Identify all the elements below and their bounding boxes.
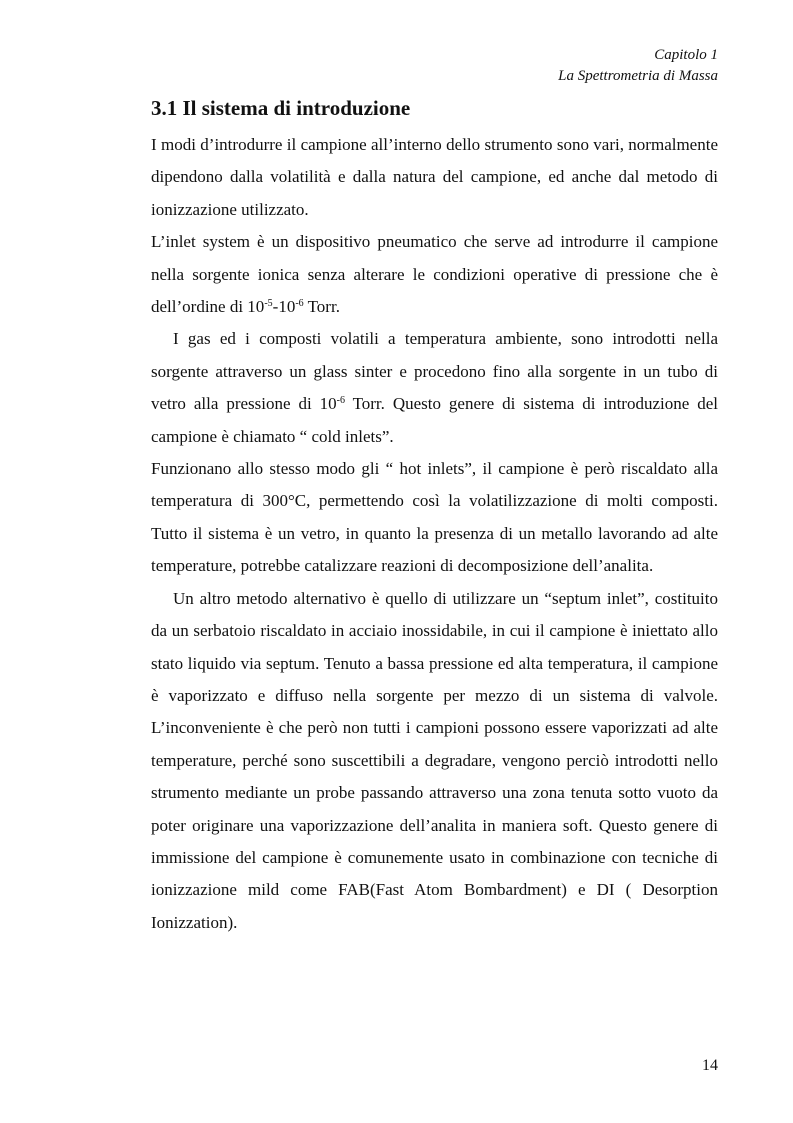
body-text: [151, 129, 718, 939]
paragraph-2-mid: -10: [272, 297, 296, 317]
header-chapter: Capitolo 1: [654, 47, 718, 63]
paragraph-1: I modi d’introdurre il campione all’interno dello strumento sono vari, normalmente dipendono dalla volatilità e dalla natura del campione, ed anche dal metodo di ionizzazione utilizzato.: [151, 135, 718, 219]
header-subtitle: La Spettrometria di Massa: [558, 68, 718, 84]
paragraph-4: Funzionano allo stesso modo gli “ hot inlets”, il campione è però riscaldato alla temperatura di 300°C, permettendo così la volatilizzazione di molti composti. Tutto il sistema è un vetro, in quanto la presenza di un metallo lavorando ad alte temperature, potrebbe catalizzare reazioni di decomposizione dell’analita.: [151, 459, 718, 576]
paragraph-5: Un altro metodo alternativo è quello di utilizzare un “septum inlet”, costituito da un serbatoio riscaldato in acciaio inossidabile, in cui il campione è iniettato allo stato liquido via septum. Tenuto a bassa pressione ed alta temperatura, il campione è vaporizzato e diffuso nella sorgente per mezzo di un sistema di valvole. L’inconveniente è che però non tutti i campioni possono essere vaporizzati ad alte temperature, perché sono suscettibili a degradare, vengono perciò introdotti nello strumento mediante un probe passando attraverso una zona tenuta sotto vuoto da poter originare una vaporizzazione dell’analita in maniera soft. Questo genere di immissione del campione è comunemente usato in combinazione con tecniche di ionizzazione mild come FAB(Fast Atom Bombardment) e DI ( Desorption Ionizzation).: [151, 588, 718, 932]
pressure-exponent-1: -5: [264, 298, 273, 310]
paragraph-3: [151, 323, 718, 453]
paragraph-3-text-b: Torr. Questo genere di sistema di introduzione del campione è chiamato “ cold inlets”.: [151, 394, 718, 446]
paragraph-2: [151, 226, 718, 323]
pressure-exponent-3: -6: [336, 395, 345, 407]
paragraph-3-text-a: I gas ed i composti volatili a temperatura ambiente, sono introdotti nella sorgente attraverso un glass sinter e procedono fino alla sorgente in un tubo di vetro alla pressione di 10: [151, 329, 718, 414]
running-header: [558, 45, 718, 87]
paragraph-2-text-b: Torr.: [303, 297, 340, 317]
page-number: 14: [702, 1057, 718, 1074]
paragraph-2-text-a: L’inlet system è un dispositivo pneumatico che serve ad introdurre il campione nella sorgente ionica senza alterare le condizioni operative di pressione che è dell’ordine di 10: [151, 232, 718, 317]
pressure-exponent-2: -6: [295, 298, 304, 310]
section-title: 3.1 Il sistema di introduzione: [151, 96, 411, 120]
